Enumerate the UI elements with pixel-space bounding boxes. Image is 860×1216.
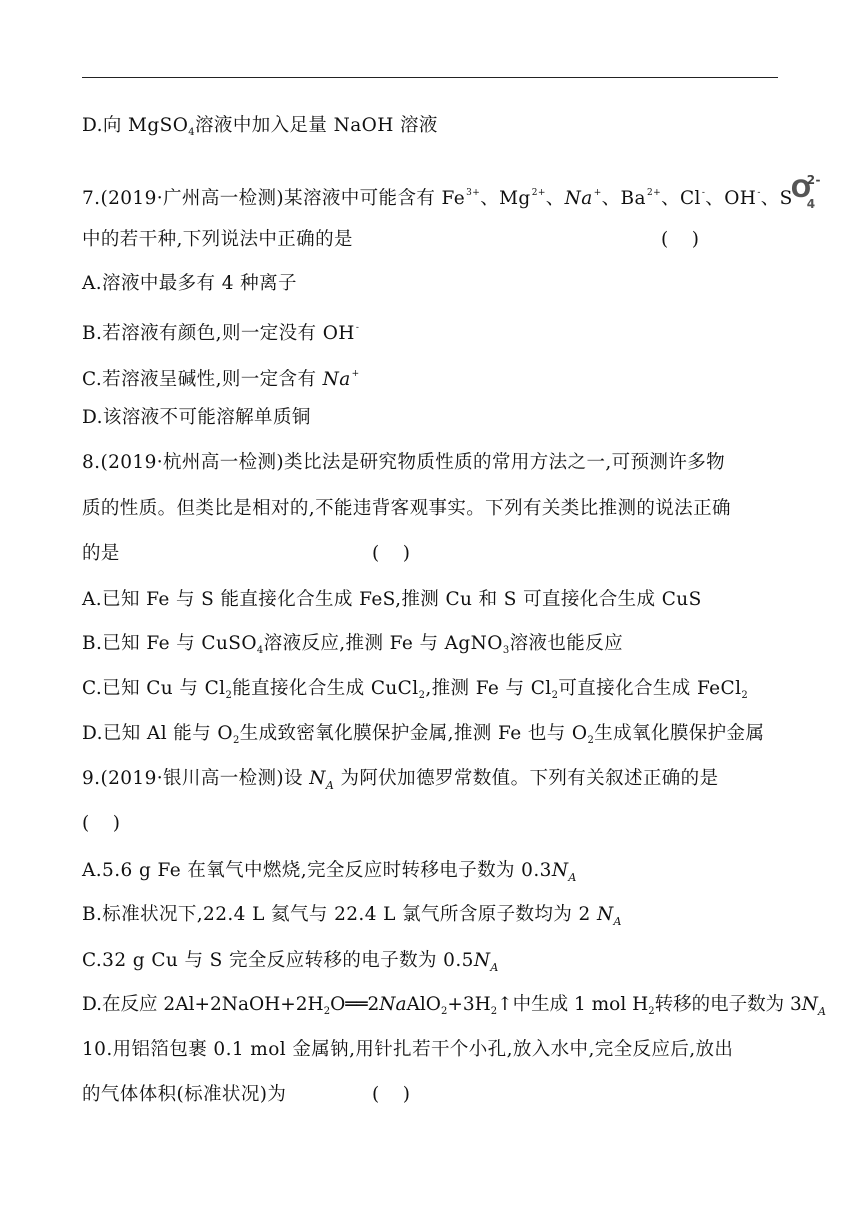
q9-stem: 9.(2019·银川高一检测)设 $N_A$ 为阿伏加德罗常数值。下列有关叙述正确的是 [82, 768, 719, 792]
q8-option-b: B.已知 Fe 与 CuSO$_4$溶液反应,推测 Fe 与 AgNO$_3$溶液也能反应 [82, 633, 623, 656]
q6-option-d: D.向 MgSO$_4$溶液中加入足量 NaOH 溶液 [82, 115, 438, 138]
q7-option-c: C.若溶液呈碱性,则一定含有 Na+ [82, 369, 360, 390]
q7-option-d: D.该溶液不可能溶解单质铜 [82, 407, 311, 428]
q8-stem-line1: 8.(2019·杭州高一检测)类比法是研究物质性质的常用方法之一,可预测许多物 [82, 452, 726, 473]
q10-stem-line2: 的气体体积(标准状况)为 [82, 1084, 287, 1105]
q8-option-a: A.已知 Fe 与 S 能直接化合生成 FeS,推测 Cu 和 S 可直接化合生成 CuS [82, 589, 702, 610]
q7-option-a: A.溶液中最多有 4 种离子 [82, 273, 297, 294]
q10-answer-blank: ( ) [372, 1084, 410, 1105]
q9-option-d: D.在反应 $2Al+2NaOH+2H_2O══2NaAlO_2+3H_2↑$中生成 1 mol $H_2$转移的电子数为 $3N_A$ [82, 994, 826, 1018]
q9-option-c: C.32 g Cu 与 S 完全反应转移的电子数为 $0.5N_A$ [82, 950, 499, 974]
q9-option-a: A.5.6 g Fe 在氧气中燃烧,完全反应时转移电子数为 $0.3N_A$ [82, 860, 577, 884]
sulfate-ion-glyph: O 2- 4 [790, 173, 821, 211]
q8-stem-line3: 的是 [82, 543, 120, 564]
q9-option-b: B.标准状况下,22.4 L 氦气与 22.4 L 氯气所含原子数均为 2 $N_A$ [82, 904, 622, 928]
q8-option-d: D.已知 Al 能与 $O_2$生成致密氧化膜保护金属,推测 Fe 也与 $O_2$生成氧化膜保护金属 [82, 723, 765, 746]
header-rule [82, 77, 778, 78]
q7-option-b: B.若溶液有颜色,则一定没有 OH- [82, 323, 360, 344]
q8-stem-line2: 质的性质。但类比是相对的,不能违背客观事实。下列有关类比推测的说法正确 [82, 498, 731, 519]
q7-stem-line2: 中的若干种,下列说法中正确的是 [82, 229, 353, 250]
q7-answer-blank: ( ) [661, 229, 699, 250]
q10-stem-line1: 10.用铝箔包裹 0.1 mol 金属钠,用针扎若干个小孔,放入水中,完全反应后,放出 [82, 1039, 734, 1060]
q9-answer-blank: ( ) [82, 813, 120, 834]
q8-option-c: C.已知 Cu 与 $Cl_2$能直接化合生成 CuCl$_2$,推测 Fe 与 $Cl_2$可直接化合生成 FeCl$_2$ [82, 678, 749, 701]
q7-stem-line1: 7.(2019·广州高一检测)某溶液中可能含有 $Fe^{3+}$、$Mg^{2+}$、Na+、$Ba^{2+}$、Cl-、OH-、S O 2- 4 [82, 180, 829, 212]
q8-answer-blank: ( ) [372, 543, 410, 564]
